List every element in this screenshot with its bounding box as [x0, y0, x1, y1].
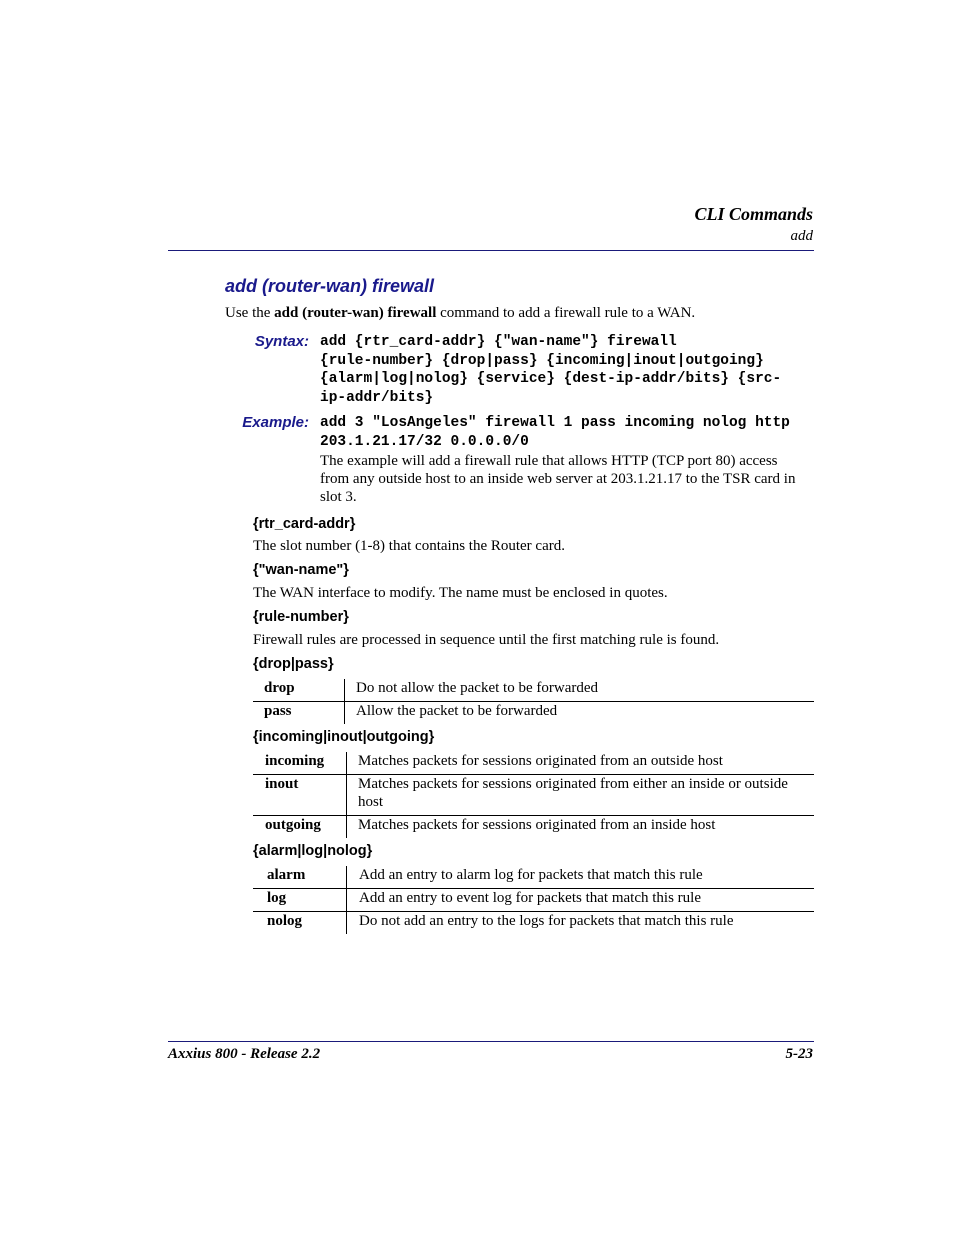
- example-line: 203.1.21.17/32 0.0.0.0/0: [320, 433, 529, 450]
- param-wan-name: {"wan-name"}: [253, 562, 349, 578]
- param-wan-name-desc: The WAN interface to modify. The name must be enclosed in quotes.: [253, 585, 668, 601]
- section-title: add (router-wan) firewall: [225, 276, 435, 296]
- running-header-title: CLI Commands: [694, 204, 813, 224]
- table-row: drop Do not allow the packet to be forwarded: [253, 679, 814, 702]
- table-row: nolog Do not add an entry to the logs for packets that match this rule: [253, 912, 814, 935]
- param-rtr-card-addr-desc: The slot number (1-8) that contains the Router card.: [253, 538, 565, 554]
- param-drop-pass: {drop|pass}: [253, 656, 334, 672]
- example-label: Example:: [242, 414, 309, 431]
- footer-page-number: 5-23: [785, 1046, 813, 1062]
- param-logging: {alarm|log|nolog}: [253, 843, 373, 859]
- table-row: log Add an entry to event log for packets that match this rule: [253, 889, 814, 912]
- running-header-subtitle: add: [790, 228, 813, 244]
- footer-product: Axxius 800 - Release 2.2: [168, 1046, 321, 1062]
- syntax-line: {alarm|log|nolog} {service} {dest-ip-addr/bits} {src-: [320, 371, 782, 387]
- syntax-line: {rule-number} {drop|pass} {incoming|inout|outgoing}: [320, 352, 764, 369]
- param-rule-number: {rule-number}: [253, 609, 349, 625]
- table-row: inout Matches packets for sessions originated from either an inside or outside host: [253, 775, 814, 816]
- example-description: The example will add a firewall rule that allows HTTP (TCP port 80) access from any outside host to an inside web server at 203.1.21.17 to the TSR card in slot 3.: [320, 453, 796, 505]
- logging-table: [253, 866, 814, 934]
- footer-rule: [168, 1041, 814, 1042]
- param-rule-number-desc: Firewall rules are processed in sequence until the first matching rule is found.: [253, 632, 720, 648]
- drop-pass-table: [253, 679, 814, 724]
- direction-table: [253, 752, 814, 838]
- table-row: outgoing Matches packets for sessions originated from an inside host: [253, 816, 814, 839]
- syntax-line: ip-addr/bits}: [320, 389, 434, 406]
- syntax-label: Syntax:: [254, 333, 309, 350]
- table-row: incoming Matches packets for sessions originated from an outside host: [253, 752, 814, 775]
- param-direction: {incoming|inout|outgoing}: [253, 729, 435, 745]
- example-block: [320, 414, 795, 506]
- section-intro: Use the add (router-wan) firewall command to add a firewall rule to a WAN.: [225, 305, 696, 321]
- syntax-block: [320, 333, 781, 407]
- table-row: pass Allow the packet to be forwarded: [253, 702, 814, 725]
- header-rule: [168, 250, 814, 251]
- param-rtr-card-addr: {rtr_card-addr}: [253, 516, 356, 532]
- table-row: alarm Add an entry to alarm log for packets that match this rule: [253, 866, 814, 889]
- example-line: add 3 "LosAngeles" firewall 1 pass incoming nolog http: [320, 415, 790, 431]
- syntax-line: add {rtr_card-addr} {"wan-name"} firewall: [320, 334, 677, 350]
